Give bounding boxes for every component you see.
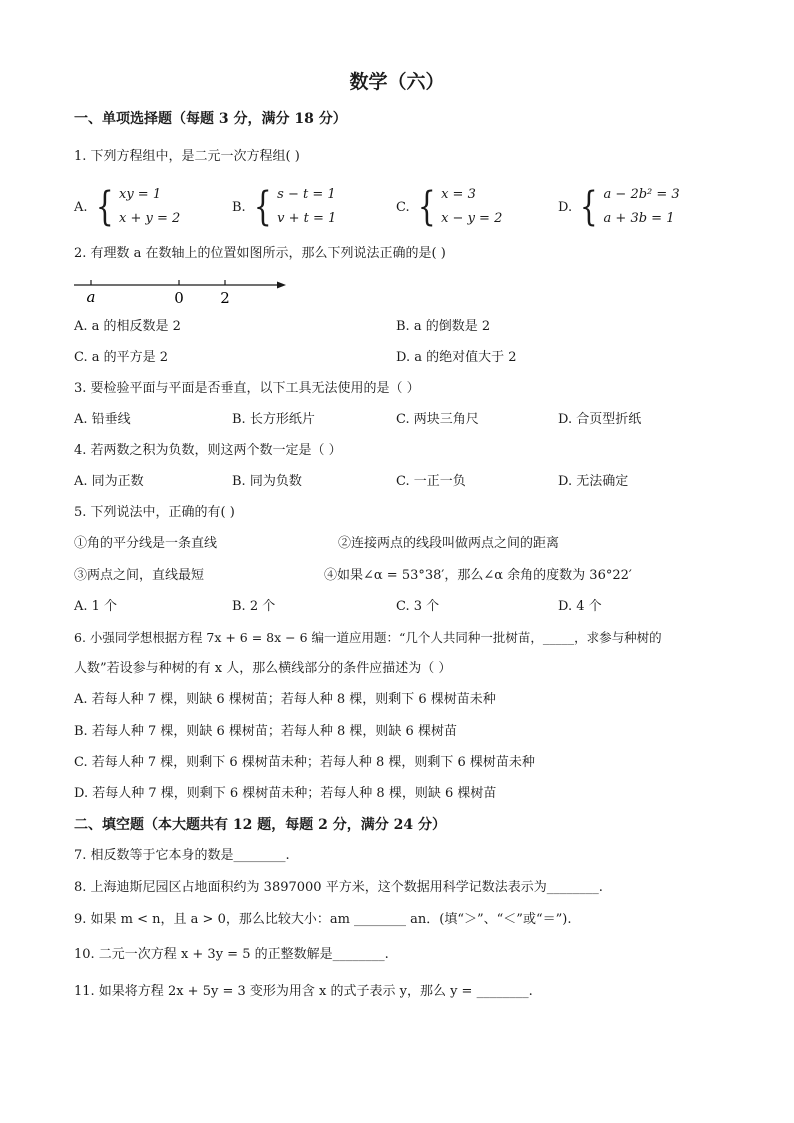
equation: x + y = 2 xyxy=(118,211,181,226)
question-11: 11. 如果将方程 2x + 5y = 3 变形为用含 x 的式子表示 y，那么 y = ________. xyxy=(74,984,533,999)
left-brace-icon: { xyxy=(579,184,598,230)
equation: xy = 1 xyxy=(118,187,162,202)
question-7: 7. 相反数等于它本身的数是________. xyxy=(74,848,290,863)
option-letter: D. xyxy=(558,199,573,215)
q3-option-d: D. 合页型折纸 xyxy=(558,412,642,427)
left-brace-icon: { xyxy=(417,184,436,230)
arrow-right-icon xyxy=(277,282,286,289)
option-letter: B. xyxy=(232,199,246,215)
equation: a + 3b = 1 xyxy=(603,211,675,226)
section-heading-multiple-choice: 一、单项选择题（每题 3 分，满分 18 分） xyxy=(74,111,347,127)
q5-option-c: C. 3 个 xyxy=(396,599,440,614)
question-3-stem: 3. 要检验平面与平面是否垂直，以下工具无法使用的是（ ） xyxy=(74,381,420,396)
q2-option-d: D. a 的绝对值大于 2 xyxy=(396,350,517,365)
q3-option-b: B. 长方形纸片 xyxy=(232,412,315,427)
question-6-stem-line-2: 人数”若设参与种树的有 x 人，那么横线部分的条件应描述为（ ） xyxy=(74,661,452,676)
page-title: 数学（六） xyxy=(349,71,445,93)
q1-option-d xyxy=(558,183,680,231)
q5-statement-2: ②连接两点的线段叫做两点之间的距离 xyxy=(338,536,560,551)
question-1-stem: 1. 下列方程组中，是二元一次方程组( ) xyxy=(74,149,300,164)
question-4-stem: 4. 若两数之积为负数，则这两个数一定是（ ） xyxy=(74,443,342,458)
equation: x = 3 xyxy=(441,187,476,202)
q3-option-a: A. 铅垂线 xyxy=(74,412,131,427)
left-brace-icon: { xyxy=(95,184,114,230)
q6-option-b: B. 若每人种 7 棵，则缺 6 棵树苗；若每人种 8 棵，则缺 6 棵树苗 xyxy=(74,724,457,739)
question-9: 9. 如果 m < n，且 a > 0，那么比较大小：am ________ an．(填“＞”、“＜”或“＝”). xyxy=(74,912,572,927)
q4-option-c: C. 一正一负 xyxy=(396,474,466,489)
left-brace-icon: { xyxy=(253,184,272,230)
q5-statement-3: ③两点之间，直线最短 xyxy=(74,568,205,583)
q5-statement-1: ①角的平分线是一条直线 xyxy=(74,536,218,551)
q3-option-c: C. 两块三角尺 xyxy=(396,412,479,427)
tick-label-two: 2 xyxy=(220,289,230,307)
q1-option-a xyxy=(74,183,180,231)
q4-option-d: D. 无法确定 xyxy=(558,474,629,489)
section-heading-fill-in: 二、填空题（本大题共有 12 题，每题 2 分，满分 24 分） xyxy=(74,817,446,833)
q6-option-d: D. 若每人种 7 棵，则剩下 6 棵树苗未种；若每人种 8 棵，则缺 6 棵树苗 xyxy=(74,786,497,801)
option-letter: A. xyxy=(74,199,88,215)
question-6-stem-line-1: 6. 小强同学想根据方程 7x + 6 = 8x − 6 编一道应用题：“几个人共同种一批树苗，_____，求参与种树的 xyxy=(74,630,662,645)
q1-option-c xyxy=(396,183,502,231)
q4-option-a: A. 同为正数 xyxy=(74,474,144,489)
equation: s − t = 1 xyxy=(277,187,336,202)
q5-option-b: B. 2 个 xyxy=(232,599,276,614)
option-letter: C. xyxy=(396,199,410,215)
question-2-stem: 2. 有理数 a 在数轴上的位置如图所示，那么下列说法正确的是( ) xyxy=(74,246,446,261)
question-8: 8. 上海迪斯尼园区占地面积约为 3897000 平方米，这个数据用科学记数法表示为________. xyxy=(74,880,603,895)
equation: x − y = 2 xyxy=(441,211,503,226)
q2-option-a: A. a 的相反数是 2 xyxy=(74,319,181,334)
q4-option-b: B. 同为负数 xyxy=(232,474,302,489)
q2-option-c: C. a 的平方是 2 xyxy=(74,350,169,365)
equation: v + t = 1 xyxy=(277,211,337,226)
question-5-stem: 5. 下列说法中，正确的有( ) xyxy=(74,505,235,520)
tick-label-zero: 0 xyxy=(174,289,184,307)
q6-option-a: A. 若每人种 7 棵，则缺 6 棵树苗；若每人种 8 棵，则剩下 6 棵树苗未种 xyxy=(74,692,496,707)
equation: a − 2b² = 3 xyxy=(603,187,680,202)
q5-option-d: D. 4 个 xyxy=(558,599,602,614)
tick-label-a: a xyxy=(86,288,96,306)
number-line-figure xyxy=(74,274,289,310)
q6-option-c: C. 若每人种 7 棵，则剩下 6 棵树苗未种；若每人种 8 棵，则剩下 6 棵树苗未种 xyxy=(74,755,535,770)
q1-option-b xyxy=(232,183,336,231)
question-10: 10. 二元一次方程 x + 3y = 5 的正整数解是________. xyxy=(74,947,389,962)
q2-option-b: B. a 的倒数是 2 xyxy=(396,319,491,334)
q5-option-a: A. 1 个 xyxy=(74,599,118,614)
q5-statement-4: ④如果∠α = 53°38′，那么∠α 余角的度数为 36°22′ xyxy=(324,568,632,583)
